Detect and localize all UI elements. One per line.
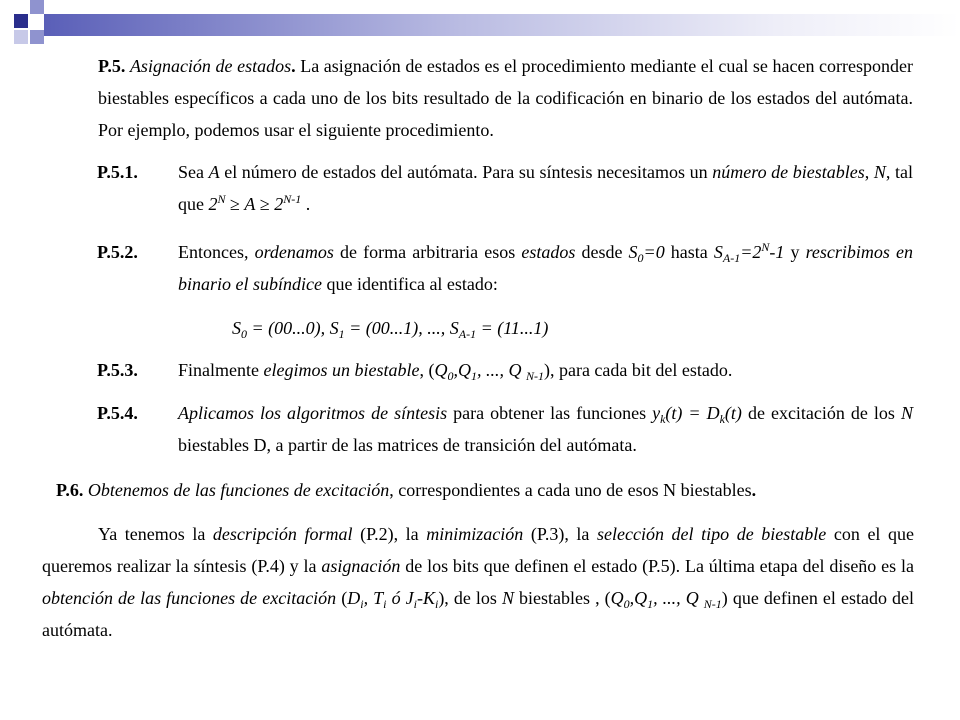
text-run: ), para cada bit del estado.	[543, 360, 733, 380]
equation-states	[232, 312, 832, 344]
summary-paragraph	[42, 518, 914, 646]
section-p5	[58, 50, 913, 146]
text-run: 2	[208, 194, 218, 214]
text-run: (t)	[724, 403, 742, 423]
text-run: .	[751, 480, 757, 500]
text-run: N	[217, 192, 226, 206]
text-run: A-1	[722, 251, 741, 265]
text-run: S	[449, 318, 459, 338]
text-run: A-1	[458, 327, 477, 341]
text-run: ), de los	[438, 588, 502, 608]
item-text	[178, 156, 913, 220]
item-label: P.5.4.	[97, 403, 138, 423]
text-run: N	[900, 403, 913, 423]
text-run: N	[501, 588, 514, 608]
text-run: de los bits que definen el estado (P.5). La última etapa del diseño es la	[400, 556, 914, 576]
text-run: S	[628, 242, 638, 262]
text-run: Entonces,	[178, 242, 255, 262]
text-run: número de biestables	[712, 162, 865, 182]
text-run: (P.3), la	[523, 524, 597, 544]
text-run: Q	[457, 360, 471, 380]
item-p5-2	[97, 236, 913, 300]
text-run: i	[360, 597, 364, 611]
text-run: 2	[274, 194, 284, 214]
text-run: A	[208, 162, 220, 182]
text-run: asignación	[321, 556, 401, 576]
text-run: A	[244, 194, 256, 214]
item-label: P.5.2.	[97, 242, 138, 262]
text-run: ≥	[225, 194, 245, 214]
text-run: para obtener las funciones	[447, 403, 653, 423]
text-run: ,	[629, 588, 635, 608]
text-run: estados	[521, 242, 576, 262]
text-run: N	[873, 162, 886, 182]
superscript	[218, 192, 226, 206]
text-run: (t) = D	[665, 403, 720, 423]
text-run: = (11...1)	[476, 318, 549, 338]
text-run: .	[291, 56, 296, 76]
text-run: , tal que	[178, 162, 913, 214]
text-run: ,	[453, 360, 458, 380]
section-text	[98, 56, 913, 140]
text-run: i	[434, 597, 439, 611]
text-run: y	[652, 403, 661, 423]
text-run: 0	[447, 369, 454, 383]
section-text	[83, 480, 756, 500]
text-run: 0	[637, 251, 644, 265]
text-run: (	[336, 588, 348, 608]
text-run: el número de estados del autómata. Para su síntesis necesitamos un	[219, 162, 713, 182]
item-text	[178, 397, 913, 461]
text-run: de excitación de los	[741, 403, 901, 423]
text-run: .	[301, 194, 311, 214]
text-run: selección del tipo de biestable	[597, 524, 827, 544]
text-run: 1	[647, 597, 654, 611]
text-run: Sea	[178, 162, 209, 182]
section-number: P.6.	[56, 480, 84, 500]
text-run: y	[784, 242, 806, 262]
text-run: S	[329, 318, 339, 338]
text-run: S	[713, 242, 723, 262]
text-run: -K	[416, 588, 435, 608]
text-run: rescribimos en binario el subíndice	[178, 242, 914, 294]
item-label: P.5.1.	[97, 162, 138, 182]
text-run: biestables D, a partir de las matrices de transición del autómata.	[178, 435, 637, 455]
text-run: ≥	[255, 194, 275, 214]
text-run: 0	[623, 597, 630, 611]
section-p6	[56, 474, 916, 506]
text-run: -1	[769, 242, 785, 262]
text-run: ordenamos	[254, 242, 334, 262]
text-run: que identifica al estado:	[321, 274, 498, 294]
text-run: i	[413, 597, 417, 611]
text-run: N-1	[283, 192, 302, 206]
text-run: 1	[470, 369, 477, 383]
text-run: N	[761, 240, 770, 254]
item-p5-1	[97, 156, 913, 220]
text-run: = (00...0),	[247, 318, 330, 338]
text-run: Finalmente	[178, 360, 264, 380]
text-run: =0	[643, 242, 665, 262]
text-run: , ..., Q	[476, 360, 526, 380]
text-run: biestables , (	[513, 588, 611, 608]
text-run: Ya tenemos la	[98, 524, 213, 544]
item-text	[178, 236, 913, 300]
text-run: ,	[864, 162, 874, 182]
text-run: con el que queremos realizar la síntesis (P.4) y la	[42, 524, 915, 576]
text-run: 0	[241, 327, 247, 341]
text-run: 1	[338, 327, 345, 341]
item-p5-3	[97, 354, 913, 386]
text-run: N-1	[703, 597, 722, 611]
text-run: hasta	[664, 242, 714, 262]
text-run: , ..., Q	[653, 588, 704, 608]
text-run: Asignación de estados	[129, 56, 292, 76]
text-run: S	[232, 318, 241, 338]
subscript	[704, 597, 722, 611]
text-run: Obtenemos de las funciones de excitación	[87, 480, 390, 500]
text-run: , T	[363, 588, 384, 608]
text-run: minimización	[426, 524, 524, 544]
text-run: k	[660, 412, 666, 426]
text-run: descripción formal	[212, 524, 353, 544]
text-run: de forma arbitraria esos	[333, 242, 522, 262]
text-run: ) que definen el estado del autómata.	[42, 588, 914, 640]
item-p5-4	[97, 397, 913, 461]
superscript	[283, 192, 301, 206]
text-run: =2	[740, 242, 762, 262]
subscript	[459, 327, 476, 341]
text-run: elegimos un biestable	[263, 360, 420, 380]
section-number: P.5.	[98, 56, 126, 76]
text-run: desde	[575, 242, 629, 262]
text-run: obtención de las funciones de excitación	[42, 588, 337, 608]
text-run: (P.2), la	[352, 524, 427, 544]
text-run: ó J	[386, 588, 414, 608]
text-run: Q	[610, 588, 624, 608]
text-run: = (00...1), ...,	[344, 318, 450, 338]
text-run: i	[383, 597, 387, 611]
item-text	[178, 354, 913, 386]
subscript	[723, 251, 740, 265]
text-run: Q	[434, 360, 448, 380]
item-label: P.5.3.	[97, 360, 138, 380]
text-run: , (	[419, 360, 435, 380]
text-run: Q	[634, 588, 648, 608]
subscript	[526, 369, 544, 383]
text-run: N-1	[525, 369, 544, 383]
text-run: D	[347, 588, 361, 608]
text-run: La asignación de estados es el procedimiento mediante el cual se hacen corresponder biestables específicos a cada uno de los bits resultado de la codificación en binario de los estados del autómata. Por ejemplo, podemos usar el siguiente procedimiento.	[98, 56, 914, 140]
text-run: , correspondientes a cada uno de esos N biestables	[389, 480, 752, 500]
text-run: k	[719, 412, 725, 426]
text-run: Aplicamos los algoritmos de síntesis	[178, 403, 448, 423]
